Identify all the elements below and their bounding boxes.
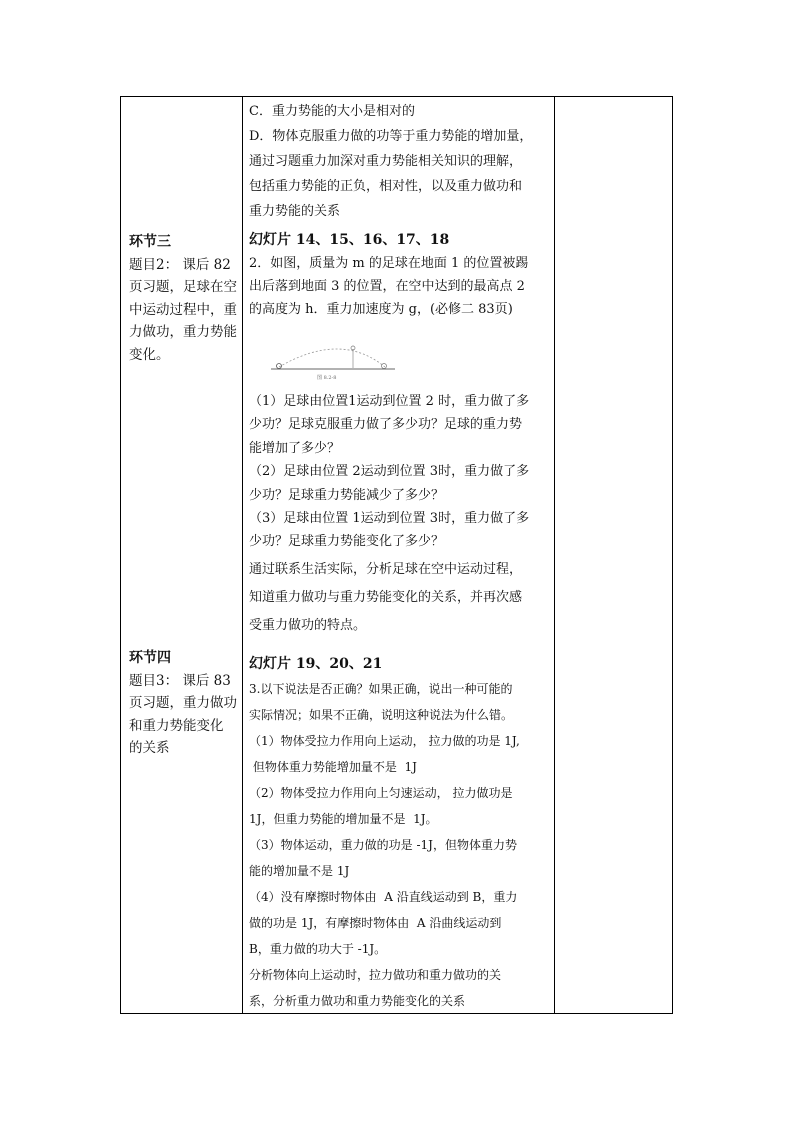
section-3-title: 环节三 — [129, 234, 171, 250]
section-4-line: 的关系 — [129, 740, 170, 756]
section-3-line: 变化。 — [129, 346, 170, 363]
section-4-line: 和重力势能变化 — [129, 717, 224, 734]
question-3-line: （2）物体受拉力作用向上匀速运动， 拉力做功是 — [249, 786, 513, 800]
question-3-line: （1）物体受拉力作用向上运动， 拉力做的功是 1J, — [249, 734, 520, 748]
question-3-line: 能的增加量不是 1J — [249, 864, 350, 878]
question-2-part: （3）足球由位置 1运动到位置 3时，重力做了多 — [249, 511, 530, 527]
activity-top — [249, 99, 557, 224]
question-2-part: 能增加了多少？ — [249, 440, 341, 456]
question-2-part: 少功？足球克服重力做了多少功？足球的重力势 — [249, 417, 523, 433]
question-3-line: 1J，但重力势能的增加量不是 1J。 — [249, 812, 438, 826]
section-3-line: 题目2： 课后 82 — [129, 256, 231, 273]
question-2-summary — [249, 556, 557, 640]
option-d: D．物体克服重力做的功等于重力势能的增加量， — [249, 129, 533, 144]
question-3-block — [249, 653, 557, 675]
question-2-part: （2）足球由位置 2运动到位置 3时，重力做了多 — [249, 464, 530, 480]
question-3-line: （4）没有摩擦时物体由 A 沿直线运动到 B，重力 — [249, 890, 518, 904]
question-3-line: 实际情况；如果不正确，说明这种说法为什么错。 — [249, 708, 514, 722]
question-3-line: 系，分析重力做功和重力势能变化的关系 — [249, 994, 466, 1008]
summary-line: 知道重力做功与重力势能变化的关系，并再次感 — [249, 590, 523, 605]
summary-line: 受重力做功的特点。 — [249, 618, 367, 633]
question-2-parts — [249, 390, 557, 554]
column-divider — [242, 97, 243, 1013]
question-2-line: 2．如图，质量为 m 的足球在地面 1 的位置被踢 — [249, 256, 529, 271]
summary-line: 通过联系生活实际，分析足球在空中运动过程， — [249, 562, 523, 577]
question-3-line: B，重力做的功大于 -1J。 — [249, 942, 387, 956]
design-intent-line: 包括重力势能的正负，相对性，以及重力做功和 — [249, 179, 523, 194]
slides-heading: 幻灯片 19、20、21 — [249, 656, 383, 672]
question-2-line: 的高度为 h．重力加速度为 g，(必修二 83页) — [249, 302, 513, 317]
question-3-line: 做的功是 1J，有摩擦时物体由 A 沿曲线运动到 — [249, 916, 502, 930]
slides-heading: 幻灯片 14、15、16、17、18 — [249, 232, 450, 248]
question-2-part: 少功？足球重力势能减少了多少？ — [249, 487, 445, 503]
section-4-title: 环节四 — [129, 650, 171, 666]
question-2-part: （1）足球由位置1运动到位置 2 时，重力做了多 — [249, 394, 530, 409]
lesson-table — [120, 96, 673, 1014]
question-2-block — [249, 229, 557, 321]
design-intent-line: 重力势能的关系 — [249, 204, 341, 219]
question-2-part: 少功？足球重力势能变化了多少？ — [249, 534, 445, 550]
trajectory-figure — [271, 337, 397, 383]
question-3-lines — [249, 676, 557, 1014]
figure-caption: 图 8.2-8 — [317, 375, 337, 381]
question-3-line: 3.以下说法是否正确？如果正确，说出一种可能的 — [249, 682, 513, 696]
section-4-line: 页习题，重力做功 — [129, 695, 237, 711]
section-4-cell — [129, 647, 241, 760]
option-c: C．重力势能的大小是相对的 — [249, 104, 415, 119]
section-3-line: 页习题，足球在空 — [129, 279, 237, 295]
design-intent-line: 通过习题重力加深对重力势能相关知识的理解， — [249, 154, 523, 169]
question-3-line: 但物体重力势能增加量不是 1J — [249, 760, 417, 774]
section-3-line: 力做功，重力势能 — [129, 324, 237, 340]
question-3-line: 分析物体向上运动时，拉力做功和重力做功的关 — [249, 968, 502, 982]
section-4-line: 题目3： 课后 83 — [129, 672, 231, 689]
question-3-line: （3）物体运动，重力做的功是 -1J，但物体重力势 — [249, 838, 517, 852]
section-3-cell — [129, 231, 241, 366]
question-2-line: 出后落到地面 3 的位置，在空中达到的最高点 2 — [249, 279, 525, 294]
section-3-line: 中运动过程中，重 — [129, 301, 237, 318]
